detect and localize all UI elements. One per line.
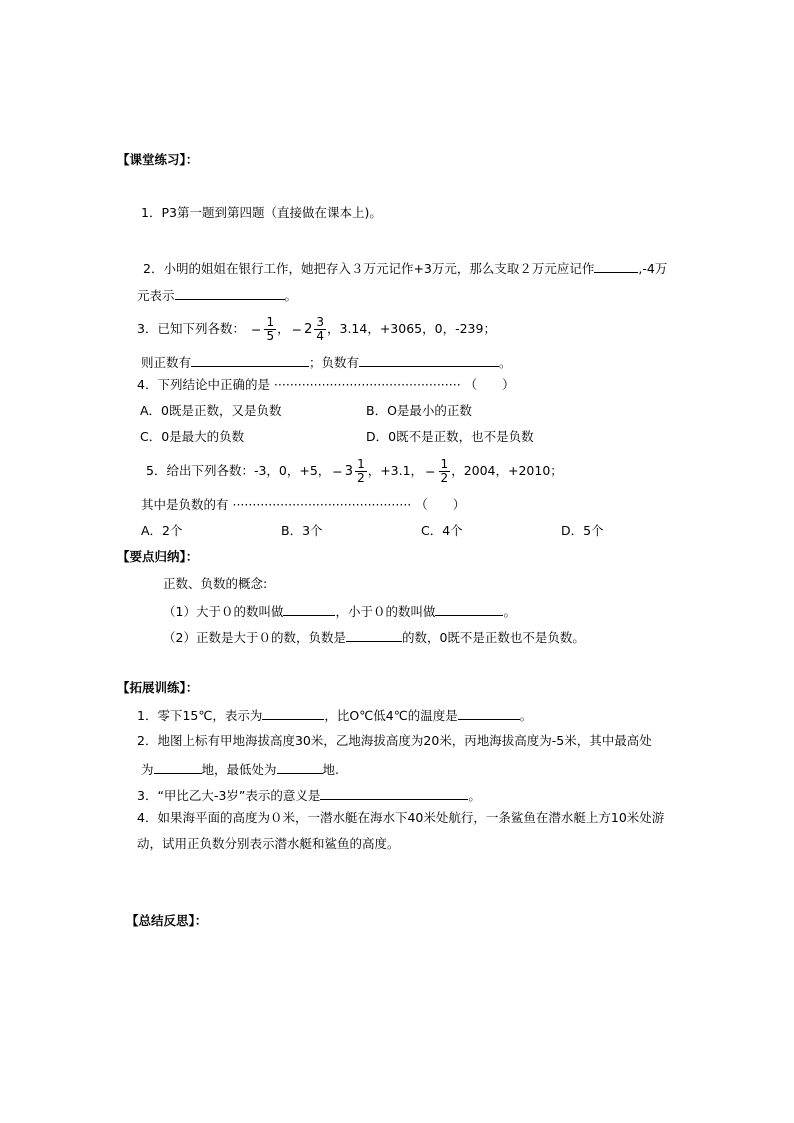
q5-mid: ，+3.1， xyxy=(367,463,424,478)
q5-stem: 其中是负数的有 ············································· （ ） xyxy=(141,497,466,512)
extension-e2-cont xyxy=(141,760,339,778)
practice-q3-answers xyxy=(141,353,512,371)
e2-blank-2[interactable] xyxy=(277,760,323,774)
p2-blank[interactable] xyxy=(346,628,402,642)
extension-e2: 2．地图上标有甲地海拔高度30米，乙地海拔高度为20米，丙地海拔高度为-5米，其中最高处 xyxy=(137,733,652,748)
p1-blank-2[interactable] xyxy=(435,602,503,616)
extension-e3 xyxy=(137,786,481,804)
q3-frac1-sign: − xyxy=(250,321,262,337)
q5-option-c[interactable]: C．4个 xyxy=(421,523,463,538)
e1-end: 。 xyxy=(519,708,533,723)
e2-text-b: 为 xyxy=(141,762,154,777)
e2-text-d: 地. xyxy=(322,762,340,777)
q5-rest: ，2004，+2010； xyxy=(451,463,563,478)
section-title-reflection: 【总结反思】： xyxy=(126,913,208,928)
q2-text-b: ,-4万 xyxy=(638,261,668,276)
extension-e4-cont: 动，试用正负数分别表示潜水艇和鲨鱼的高度。 xyxy=(137,836,400,851)
p1-blank-1[interactable] xyxy=(283,602,335,616)
p1-text-b: ，小于０的数叫做 xyxy=(335,604,436,619)
e3-end: 。 xyxy=(468,788,481,803)
q5-option-b[interactable]: B．3个 xyxy=(281,523,323,538)
q2-end: 。 xyxy=(284,288,298,303)
practice-q2 xyxy=(143,259,667,277)
e1-blank-2[interactable] xyxy=(458,706,520,720)
q5-fraction-2 xyxy=(423,458,451,485)
q5-option-a[interactable]: A．2个 xyxy=(141,523,183,538)
p2-text-a: （2）正数是大于０的数，负数是 xyxy=(163,630,346,645)
q3-fraction-2 xyxy=(290,316,327,343)
q5-frac1-whole: 3 xyxy=(344,463,354,479)
e2-text-c: 地，最低处为 xyxy=(201,762,277,777)
e1-text-a: 1．零下15℃，表示为 xyxy=(137,708,263,723)
q3-frac2-whole: 2 xyxy=(304,321,313,337)
points-p1 xyxy=(163,602,516,620)
q5-frac1-sign: − xyxy=(332,463,343,479)
q2-text-c: 元表示 xyxy=(137,288,175,303)
q3-frac2-den: 4 xyxy=(316,329,324,343)
q4-option-c[interactable]: C．0是最大的负数 xyxy=(140,429,245,444)
q5-option-d[interactable]: D．5个 xyxy=(561,523,604,538)
q3-end: 。 xyxy=(499,355,512,370)
practice-q4: 4．下列结论中正确的是 ··············································· （ ） xyxy=(137,377,515,392)
q3-label: 3．已知下列各数： xyxy=(137,321,245,336)
q5-frac2-den: 2 xyxy=(440,471,449,485)
section-title-points: 【要点归纳】： xyxy=(117,549,199,564)
q5-frac2-num: 1 xyxy=(440,457,449,471)
q3-frac2-num: 3 xyxy=(316,315,324,329)
points-intro: 正数、负数的概念: xyxy=(163,576,268,591)
q5-fraction-1 xyxy=(330,458,367,485)
extension-e4: 4．如果海平面的高度为０米，一潜水艇在海水下40米处航行，一条鲨鱼在潜水艇上方10米处游 xyxy=(137,810,665,825)
q3-blank-positive[interactable] xyxy=(191,353,309,367)
practice-q3 xyxy=(137,316,496,343)
q3-comma-1: ， xyxy=(277,321,290,336)
q3-blank-negative[interactable] xyxy=(359,353,499,367)
q2-blank-1[interactable] xyxy=(594,259,638,273)
practice-q2-cont xyxy=(137,286,297,304)
q4-option-a[interactable]: A．0既是正数，又是负数 xyxy=(140,403,282,418)
q3-neg-label: ；负数有 xyxy=(309,355,360,370)
q3-rest: ，3.14，+3065，0，-239； xyxy=(327,321,496,336)
e3-text-a: 3．“甲比乙大-3岁”表示的意义是 xyxy=(137,788,321,803)
q3-fraction-1 xyxy=(249,316,277,343)
e1-text-b: ，比O℃低4℃的温度是 xyxy=(324,708,458,723)
e1-blank-1[interactable] xyxy=(262,706,324,720)
e2-blank-1[interactable] xyxy=(154,760,202,774)
practice-q5 xyxy=(146,458,563,485)
q3-frac1-num: 1 xyxy=(266,315,275,329)
section-title-practice: 【课堂练习】： xyxy=(117,152,199,167)
p1-end: 。 xyxy=(503,604,516,619)
extension-e1 xyxy=(137,706,532,724)
section-title-extension: 【拓展训练】： xyxy=(117,680,199,695)
q5-frac1-num: 1 xyxy=(357,457,365,471)
q2-text-a: 2．小明的姐姐在银行工作，她把存入３万元记作+3万元，那么支取２万元应记作 xyxy=(143,261,595,276)
p1-text-a: （1）大于０的数叫做 xyxy=(163,604,284,619)
practice-q1: 1．P3第一题到第四题（直接做在课本上)。 xyxy=(141,205,382,220)
q3-frac2-sign: − xyxy=(291,321,303,337)
q5-label: 5．给出下列各数：-3，0，+5， xyxy=(146,463,331,478)
q5-frac1-den: 2 xyxy=(357,471,365,485)
q3-pos-label: 则正数有 xyxy=(141,355,192,370)
points-p2 xyxy=(163,628,585,646)
e3-blank[interactable] xyxy=(320,786,468,800)
q5-frac2-sign: − xyxy=(425,463,436,479)
q3-frac1-den: 5 xyxy=(266,329,275,343)
q4-option-b[interactable]: B．O是最小的正数 xyxy=(366,403,472,418)
q4-option-d[interactable]: D．0既不是正数，也不是负数 xyxy=(366,429,534,444)
q2-blank-2[interactable] xyxy=(175,286,285,300)
p2-text-b: 的数，0既不是正数也不是负数。 xyxy=(401,630,585,645)
